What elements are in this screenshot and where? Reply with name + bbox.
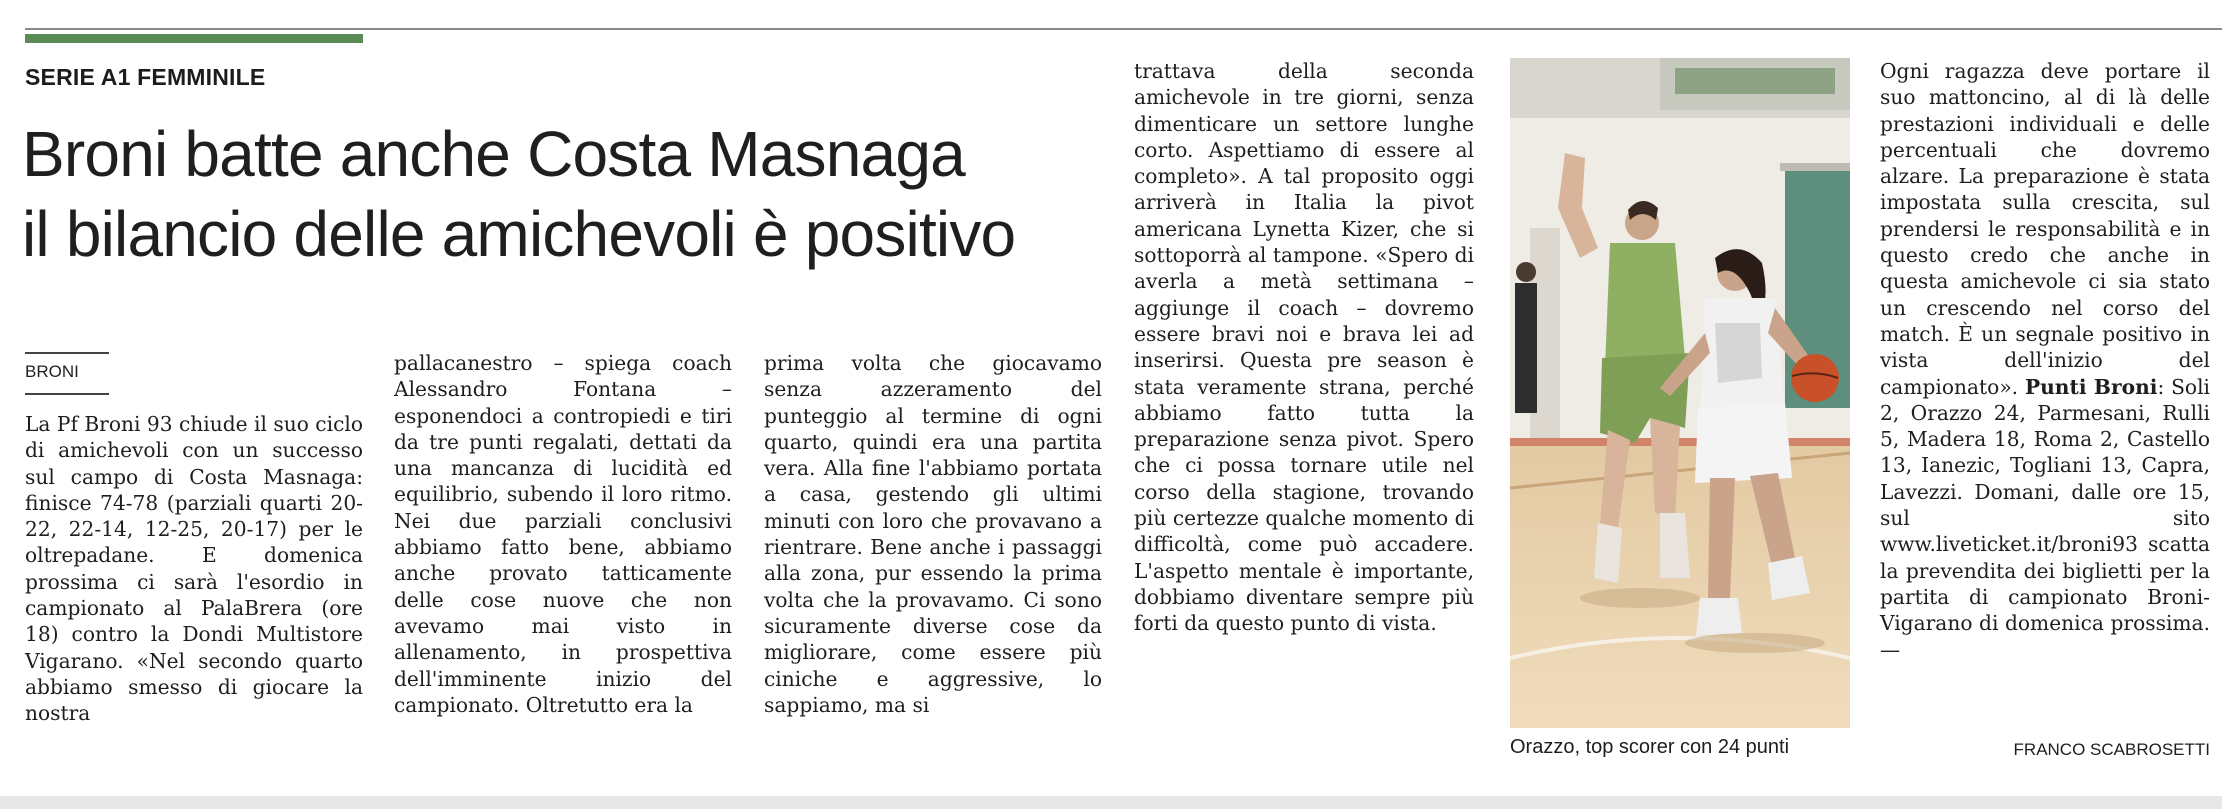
column-5-text: [1880, 58, 2210, 663]
photo-caption: Orazzo, top scorer con 24 punti: [1510, 736, 1790, 758]
headline: [22, 114, 1132, 274]
byline-location: BRONI: [25, 362, 79, 381]
column-4-text: trattava della seconda amichevole in tre giorni, senza dimenticare un settore lunghe corto. Aspettiamo di essere al completo». A tal proposito oggi arriverà in Italia la pivot americana Lynetta Kizer, che si sottoporrà al tampone. «Spero di averla a metà settimana – aggiunge il coach – dovremo essere bravi noi e brava lei ad inserirsi. Questa pre season è stata veramente strana, perché abbiamo fatto tutta la preparazione senza pivot. Spero che ci possa tornare utile nel corso della stagione, trovando più certezze qualche momento di difficoltà, come può accadere. L'aspetto mentale è importante, dobbiamo diventare sempre più forti da questo punto di vista.: [1134, 59, 1474, 636]
top-rule: [25, 28, 2222, 30]
column-5-text-before: Ogni ragazza deve portare il suo mattoncino, al di là delle prestazioni individuali e delle percentuali che dovremo alzare. La preparazione è stata impostata sulla crescita, sul prendersi le responsabilità e in questo credo che anche in questa amichevole ci sia stato un crescendo nel corso del match. È un segnale positivo in vista dell'inizio del campionato».: [1880, 59, 2210, 399]
basketball-players-photo: [1510, 58, 1850, 728]
points-label: Punti Broni: [2024, 374, 2158, 399]
article-column-1: [25, 411, 363, 727]
article-column-2: [394, 350, 732, 718]
author-signature: FRANCO SCABROSETTI: [2013, 740, 2210, 759]
article-column-5: [1880, 58, 2210, 663]
byline-rule-bottom: [25, 393, 109, 395]
article-photo: [1510, 58, 1850, 728]
bottom-scroll-strip: [0, 796, 2222, 809]
section-color-bar: [25, 34, 363, 43]
article-column-4: [1134, 58, 1474, 637]
headline-line-1: Broni batte anche Costa Masnaga: [22, 118, 965, 190]
column-3-text: prima volta che giocavamo senza azzeramento del punteggio al termine di ogni quarto, quindi era una partita vera. Alla fine l'abbiamo portata a casa, gestendo gli ultimi minuti con loro che provavano a rientrare. Bene anche i passaggi alla zona, pur essendo la prima volta che la provavamo. Ci sono sicuramente diverse cose da migliorare, come essere più ciniche e aggressive, lo sappiamo, ma si: [764, 351, 1102, 717]
byline-rule-top: [25, 352, 109, 354]
column-1-text: La Pf Broni 93 chiude il suo ciclo di amichevoli con un successo sul campo di Costa Masnaga: finisce 74-78 (parziali quarti 20-22, 22-14, 12-25, 20-17) per le oltrepadane. E domenica prossima ci sarà l'esordio in campionato al PalaBrera (ore 18) contro la Dondi Multistore Vigarano. «Nel secondo quarto abbiamo smesso di giocare la nostra: [25, 412, 363, 726]
column-5-text-after: : Soli 2, Orazzo 24, Parmesani, Rulli 5, Madera 18, Roma 2, Castello 13, Ianezic, Togliani 13, Capra, Lavezzi. Domani, dalle ore 15, sul sito www.liveticket.it/broni93 scatta la prevendita dei biglietti per la partita di campionato Broni-Vigarano di domenica prossima. —: [1880, 374, 2210, 662]
article-column-3: [764, 350, 1102, 718]
headline-line-2: il bilancio delle amichevoli è positivo: [22, 198, 1016, 270]
section-label: SERIE A1 FEMMINILE: [25, 64, 266, 90]
column-2-text: pallacanestro – spiega coach Alessandro Fontana – esponendoci a contropiedi e tiri da tre punti regalati, dettati da una mancanza di lucidità ed equilibrio, subendo il loro ritmo. Nei due parziali conclusivi abbiamo fatto bene, abbiamo anche provato tatticamente delle cose nuove che non avevamo mai visto in allenamento, in prospettiva dell'imminente inizio del campionato. Oltretutto era la: [394, 351, 732, 717]
